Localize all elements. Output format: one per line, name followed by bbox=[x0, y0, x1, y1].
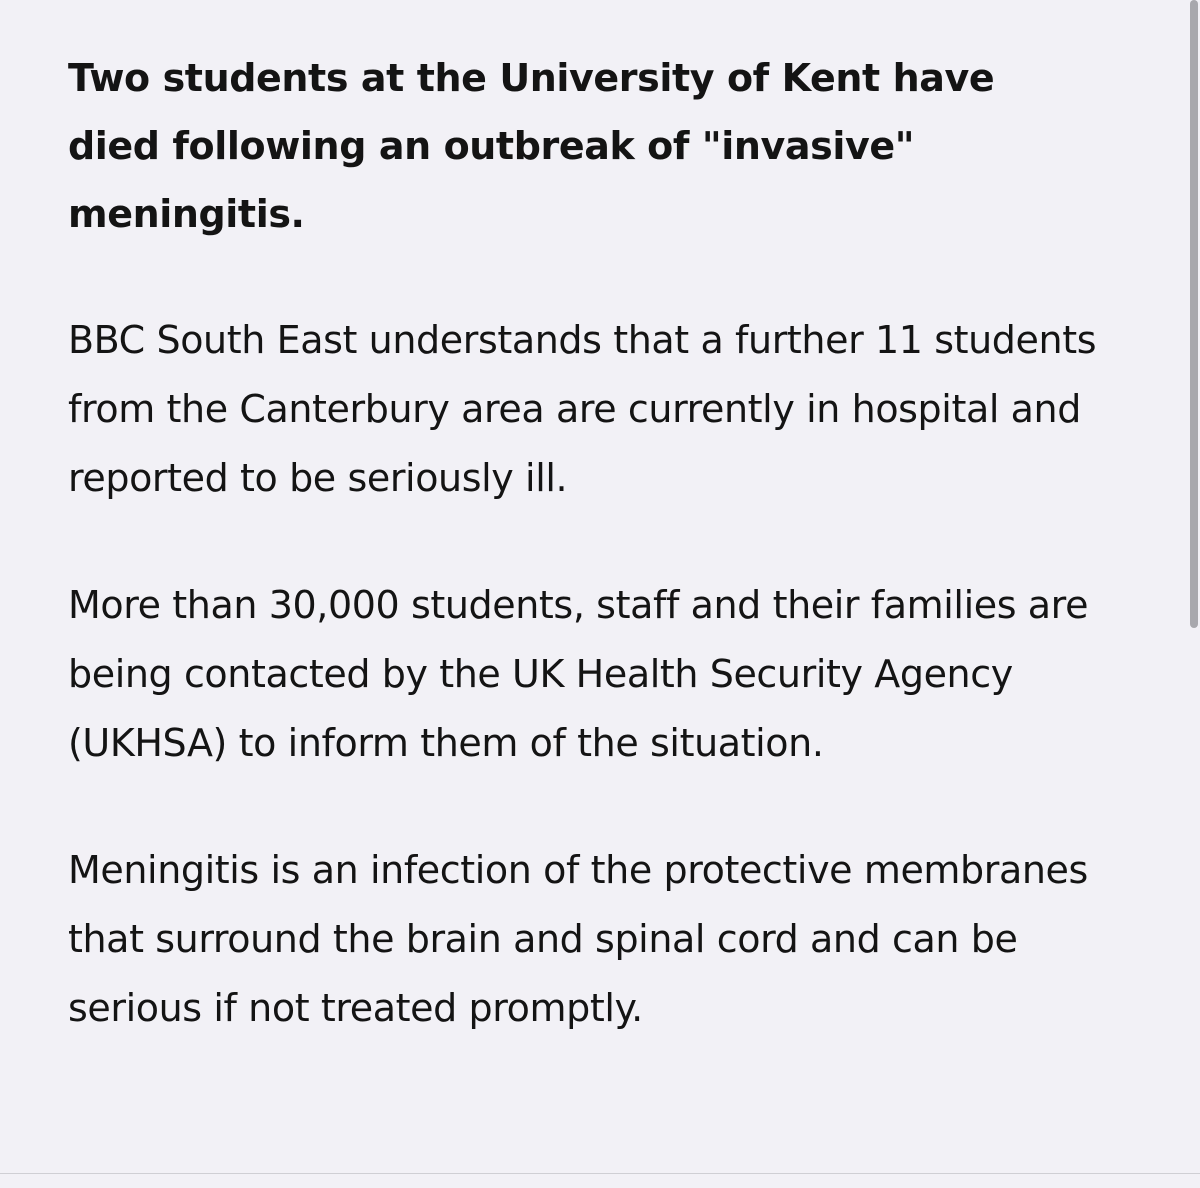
article-paragraph: More than 30,000 students, staff and their families are being contacted by the UK Health Security Agency (UKHSA) to inform them of the situation. bbox=[68, 583, 1089, 765]
article-paragraph: BBC South East understands that a further 11 students from the Canterbury area are currently in hospital and reported to be seriously ill. bbox=[68, 318, 1097, 500]
article-paragraph: Meningitis is an infection of the protective membranes that surround the brain and spinal cord and can be serious if not treated promptly. bbox=[68, 848, 1088, 1030]
bottom-divider bbox=[0, 1173, 1200, 1188]
article-intro: Two students at the University of Kent have died following an outbreak of "invasive" meningitis. bbox=[68, 56, 995, 236]
scrollbar-thumb[interactable] bbox=[1190, 0, 1198, 628]
vertical-scrollbar[interactable] bbox=[1190, 0, 1198, 628]
article-body bbox=[68, 44, 1148, 1043]
